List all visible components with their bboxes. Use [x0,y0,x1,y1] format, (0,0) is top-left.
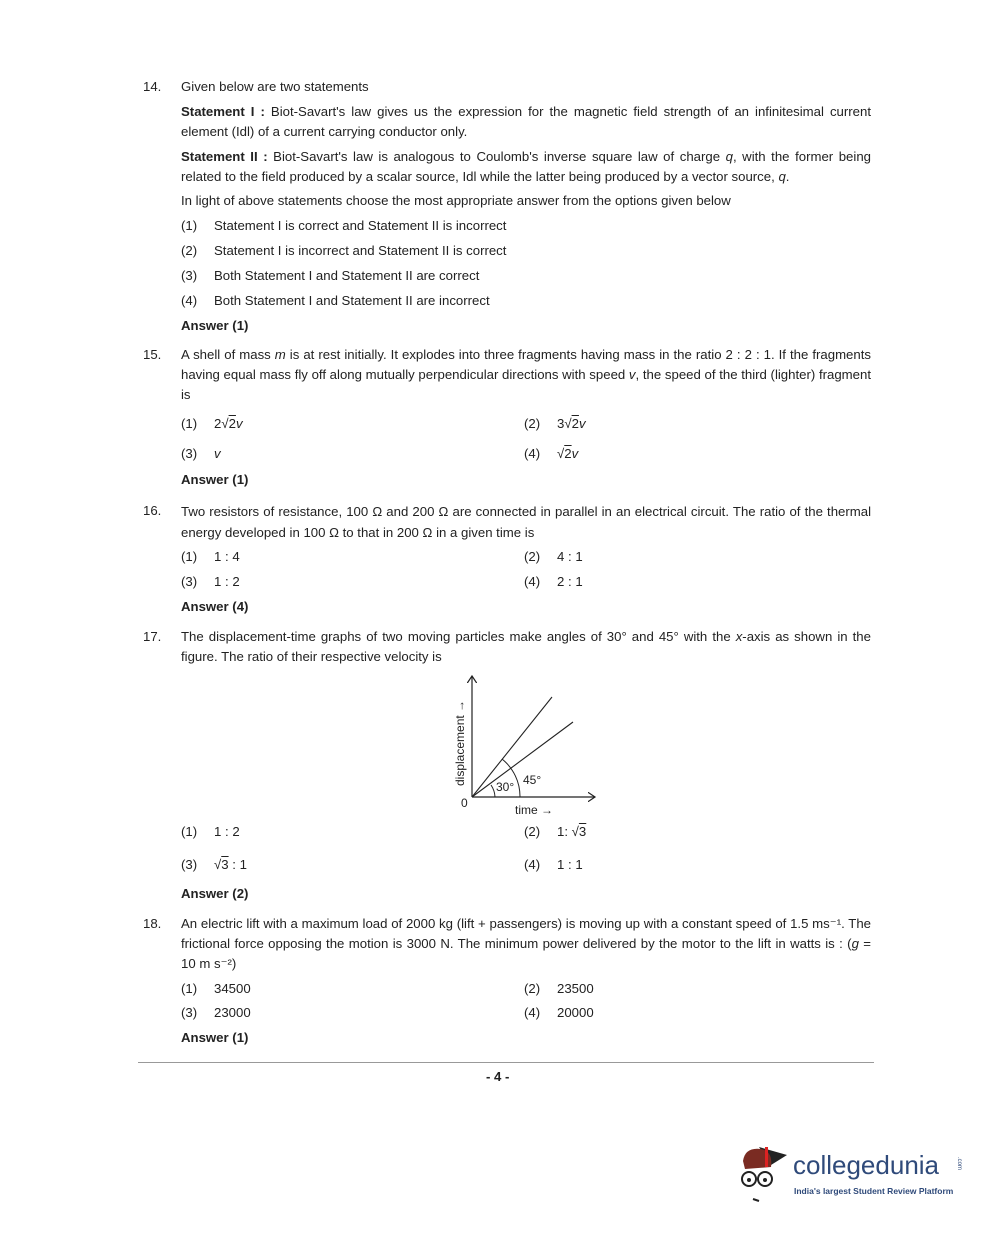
question-number: 14. [143,79,162,94]
text: A shell of mass [181,347,275,362]
option-text: 4 : 1 [557,549,583,564]
question-text [181,345,871,405]
option-number: (3) [181,574,198,589]
logo-tagline: India's largest Student Review Platform [794,1186,954,1196]
question-number: 18. [143,916,162,931]
option-4 [524,1003,594,1023]
option-text: : 1 [228,857,247,872]
option-number: (3) [181,268,198,283]
var: v [578,416,586,431]
text: = 10 m s⁻²) [181,936,871,971]
angle-30-label: 30° [496,780,515,794]
text: , the speed of the third (lighter) fragment is [181,367,871,402]
option-number: (3) [181,857,198,872]
option-4 [524,855,583,875]
option-3 [181,855,247,875]
text: -axis as shown in the figure. The ratio of their respective velocity is [181,629,871,664]
statement-label: Statement II : [181,149,268,164]
option-2 [181,241,506,261]
var: v [628,367,636,382]
answer: Answer (2) [181,886,249,901]
statement-text: Biot-Savart's law gives us the expression for the magnetic field strength of an infinitesimal current element (Idl) of a current carrying conductor only. [181,104,872,139]
text: is at rest initially. It explodes into three fragments having mass in the ratio 2 : 2 : 1. If the fragments having equal mass fly off along mutually perpendicular directions with speed [181,347,871,382]
option-1 [181,979,251,999]
option-text: 2 : 1 [557,574,583,589]
mascot-icon [735,1135,793,1205]
option-text: Both Statement I and Statement II are incorrect [214,293,490,308]
option-number: (1) [181,218,198,233]
option-number: (1) [181,981,198,996]
option-1 [181,547,240,567]
question-text [181,914,871,974]
option-number: (3) [181,1005,198,1020]
option-text: 34500 [214,981,251,996]
sqrt: √ [557,446,565,461]
option-4 [524,572,583,592]
text: An electric lift with a maximum load of 2000 kg (lift + passengers) is moving up with a constant speed of 1.5 ms⁻¹. The frictional force opposing the motion is 3000 N. The minimum power delivered by the motor to the lift in watts is : ( [181,916,871,951]
option-2 [524,979,594,999]
arc-30 [491,785,495,797]
sqrt: √ [564,416,572,431]
var: v [235,416,243,431]
displacement-time-graph [440,668,620,818]
option-1 [181,414,243,434]
option-2 [524,414,586,434]
option-text: 20000 [557,1005,594,1020]
option-text: 23500 [557,981,594,996]
option-number: (4) [524,574,541,589]
option-text: 23000 [214,1005,251,1020]
sqrt: √ [221,416,229,431]
answer: Answer (1) [181,1030,249,1045]
answer: Answer (1) [181,472,249,487]
punct: . [785,169,790,184]
option-2 [524,822,586,842]
option-number: (2) [524,416,541,431]
var: g [851,936,859,951]
var: q [725,149,733,164]
option-3 [181,1003,251,1023]
option-number: (1) [181,824,198,839]
question-number: 17. [143,629,162,644]
option-1 [181,216,506,236]
option-2 [524,547,583,567]
statement-label: Statement I : [181,104,265,119]
option-text: 1 : 1 [557,857,583,872]
radicand: 2 [564,446,572,461]
option-number: (2) [524,549,541,564]
statement-1 [181,102,871,142]
option-number: (2) [181,243,198,258]
x-axis-label: time → [515,803,554,817]
answer: Answer (1) [181,318,249,333]
option-text: Both Statement I and Statement II are correct [214,268,480,283]
option-3 [181,444,221,464]
statement-text: , with the former being related to the field produced by a scalar source, Idl while the latter being produced by a vector source, [181,149,871,184]
logo-com: .com [956,1157,962,1171]
option-4 [524,444,578,464]
logo-wordmark: collegedunia [793,1150,940,1180]
sqrt: √ [214,857,222,872]
origin-label: 0 [461,796,468,810]
question-number: 15. [143,347,162,362]
option-text: Statement I is correct and Statement II is incorrect [214,218,507,233]
radicand: 3 [221,857,229,872]
option-3 [181,572,240,592]
option-text: Statement I is incorrect and Statement II is correct [214,243,507,258]
option-3 [181,266,479,286]
answer: Answer (4) [181,599,249,614]
text: The displacement-time graphs of two moving particles make angles of 30° and 45° with the [181,629,736,644]
question-text [181,627,871,667]
var: q [778,169,786,184]
option-text: 1 : 2 [214,824,240,839]
coef: 3 [557,416,565,431]
radicand: 3 [578,824,587,839]
option-number: (4) [181,293,198,308]
page-number: - 4 - [486,1069,510,1084]
option-4 [181,291,490,311]
var: v [571,446,579,461]
sqrt: √ [571,824,579,839]
angle-45-label: 45° [523,773,542,787]
question-number: 16. [143,503,162,518]
question-text: Given below are two statements [181,79,369,94]
radicand: 2 [571,416,579,431]
var: x [735,629,743,644]
option-number: (2) [524,981,541,996]
statement-text: Biot-Savart's law is analogous to Coulomb's inverse square law of charge [273,149,726,164]
option-text: 1: [557,824,572,839]
option-number: (2) [524,824,541,839]
statement-2 [181,147,871,187]
option-number: (4) [524,1005,541,1020]
option-number: (4) [524,446,541,461]
option-number: (1) [181,416,198,431]
footer-divider [138,1062,874,1063]
radicand: 2 [228,416,236,431]
option-number: (1) [181,549,198,564]
option-1 [181,822,240,842]
coef: 2 [214,416,222,431]
var: v [214,446,221,461]
collegedunia-logo [735,1135,975,1210]
y-axis-label: displacement → [453,699,467,786]
option-text: 1 : 4 [214,549,240,564]
question-text: Two resistors of resistance, 100 Ω and 200 Ω are connected in parallel in an electrical circuit. The ratio of the thermal energy developed in 100 Ω to that in 200 Ω in a given time is [181,504,871,540]
option-number: (4) [524,857,541,872]
option-number: (3) [181,446,198,461]
option-text: 1 : 2 [214,574,240,589]
var: m [274,347,286,362]
question-prompt: In light of above statements choose the most appropriate answer from the options given below [181,193,731,208]
